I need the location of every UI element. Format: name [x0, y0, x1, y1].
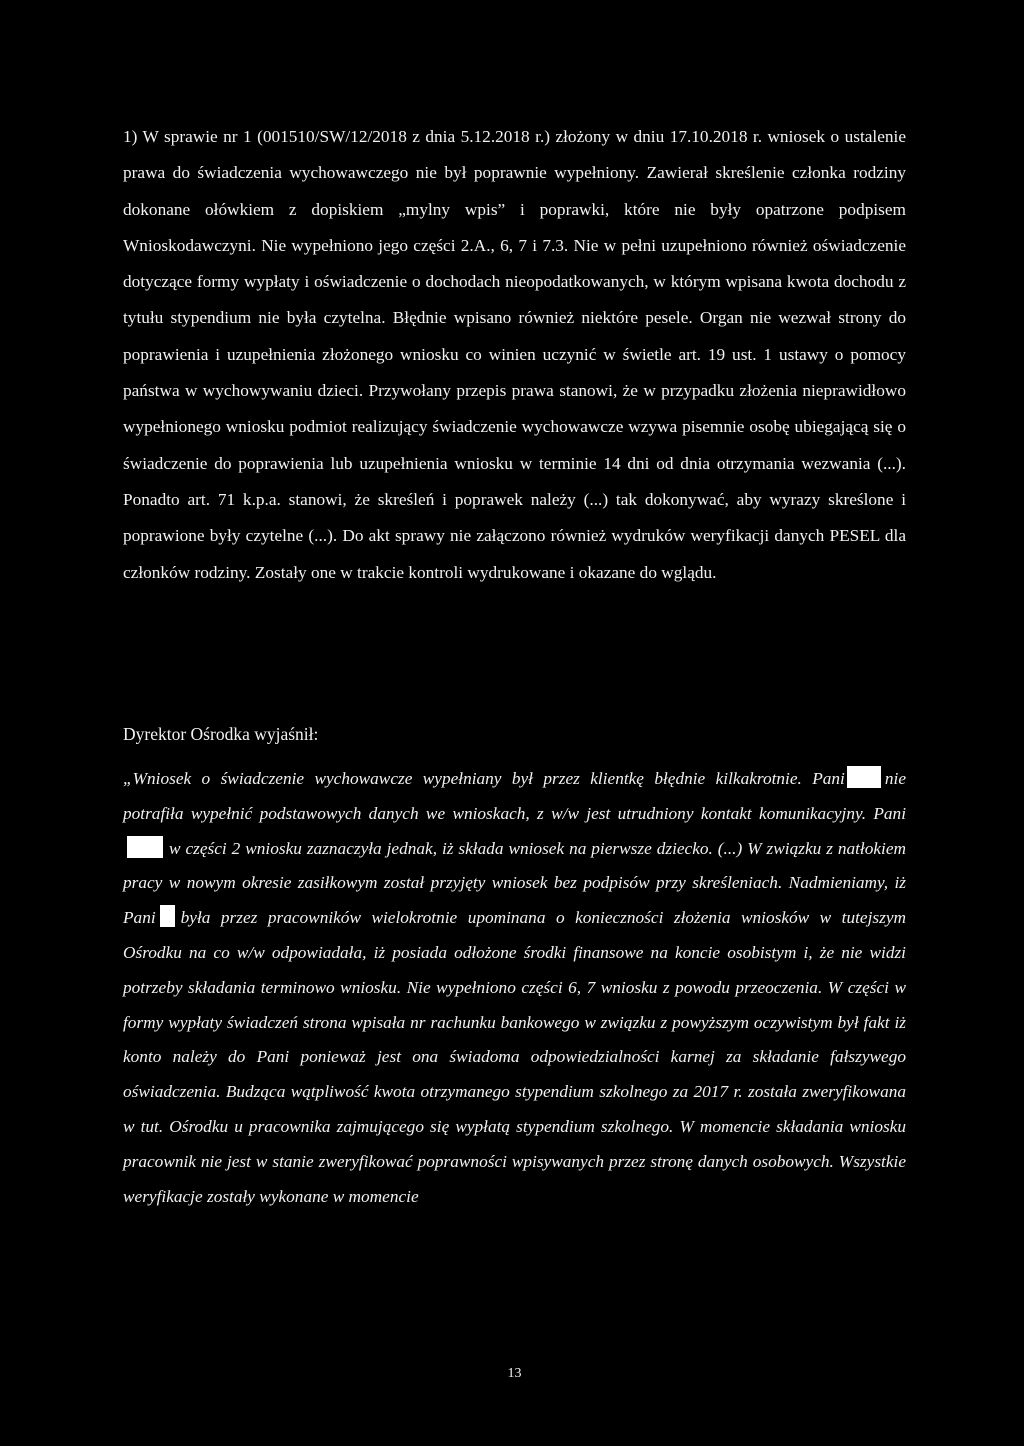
quote-text-1: „Wniosek o świadczenie wychowawcze wypełniany był przez klientkę błędnie kilkakrotnie. Pani — [123, 769, 845, 788]
redaction-box — [127, 836, 163, 858]
quote-text-4: była przez pracowników wielokrotnie upominana o konieczności złożenia wniosków w tutejszym Ośrodku na co w/w odpowiadała, iż posiada odłożone środki finansowe na koncie osobistym i, że nie widzi potrzeby składania terminowo wniosku. Nie wypełniono części 6, 7 wniosku z powodu przeoczenia. W części w formy wypłaty świadczeń strona wpisała nr rachunku bankowego w związku z powyższym oczywistym był fakt iż konto należy do Pani ponieważ jest ona świadoma odpowiedzialności karnej za składanie fałszywego oświadczenia. Budząca wątpliwość kwota otrzymanego stypendium szkolnego za 2017 r. została zweryfikowana w tut. Ośrodku u pracownika zajmującego się wypłatą stypendium szkolnego. W momencie składania wniosku pracownik nie jest w stanie zweryfikować poprawności wpisywanych przez stronę danych osobowych. Wszystkie weryfikacje zostały wykonane w momencie — [123, 908, 906, 1206]
redaction-box — [160, 905, 175, 927]
page-number: 13 — [507, 1366, 522, 1381]
quote-text-3: w części 2 wniosku zaznaczyła jednak, iż składa wniosek na pierwsze dziecko. (...) W związku z natłokiem pracy w nowym okresie zasiłkowym został przyjęty wniosek bez podpisów przy skreśleniach. Nadmieniamy, iż Pani — [123, 838, 906, 928]
section-heading: Dyrektor Ośrodka wyjaśnił: — [123, 724, 319, 744]
redaction-box — [847, 766, 881, 788]
body-paragraph: 1) W sprawie nr 1 (001510/SW/12/2018 z dnia 5.12.2018 r.) złożony w dniu 17.10.2018 r. wniosek o ustalenie prawa do świadczenia wychowawczego nie był poprawnie wypełniony. Zawierał skreślenie członka rodziny dokonane ołówkiem z dopiskiem „mylny wpis” i poprawki, które nie były opatrzone podpisem Wnioskodawczyni. Nie wypełniono jego części 2.A., 6, 7 i 7.3. Nie w pełni uzupełniono również oświadczenie dotyczące formy wypłaty i oświadczenie o dochodach nieopodatkowanych, w którym wpisana kwota dochodu z tytułu stypendium nie była czytelna. Błędnie wpisano również niektóre pesele. Organ nie wezwał strony do poprawienia i uzupełnienia złożonego wniosku co winien uczynić w świetle art. 19 ust. 1 ustawy o pomocy państwa w wychowywaniu dzieci. Przywołany przepis prawa stanowi, że w przypadku złożenia nieprawidłowo wypełnionego wniosku podmiot realizujący świadczenie wychowawcze wzywa pisemnie osobę ubiegającą się o świadczenie do poprawienia lub uzupełnienia wniosku w terminie 14 dni od dnia otrzymania wezwania (...). Ponadto art. 71 k.p.a. stanowi, że skreśleń i poprawek należy (...) tak dokonywać, aby wyrazy skreślone i poprawione były czytelne (...). Do akt sprawy nie załączono również wydruków weryfikacji danych PESEL dla członków rodziny. Zostały one w trakcie kontroli wydrukowane i okazane do wglądu. — [123, 127, 906, 582]
document-page — [123, 0, 906, 1446]
quote-text-2: nie potrafiła wypełnić podstawowych danych we wnioskach, z w/w jest utrudniony kontakt komunikacyjny. Pani — [123, 769, 906, 823]
quoted-explanation — [123, 762, 906, 1214]
